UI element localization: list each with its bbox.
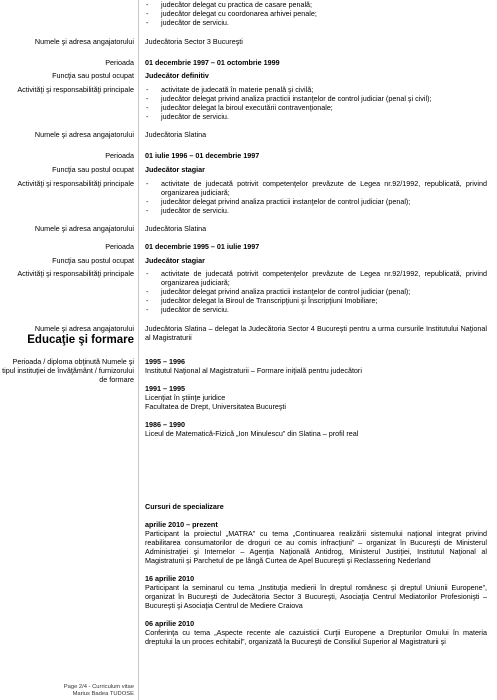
employer-value: Judecătoria Slatina	[145, 130, 207, 139]
list-item: - judecător delegat privind analiza practicii instanţelor de control judiciar (penal şi civil);	[146, 94, 432, 103]
list-item: - judecător de serviciu.	[146, 18, 229, 27]
footer-page: Page 2/4 - Curriculum vitae	[63, 684, 134, 690]
period-value: 01 decembrie 1997 – 01 octombrie 1999	[145, 58, 280, 67]
list-item: - judecător delegat la biroul executării contravenţionale;	[146, 103, 333, 112]
list-item: - judecător delegat cu coordonarea arhivei penale;	[146, 9, 317, 18]
position-value: Judecător definitiv	[145, 71, 209, 80]
list-item: - judecător delegat la Biroul de Transcripţiuni şi Înscripţiuni Imobiliare;	[146, 296, 378, 305]
employer-value: Judecătoria Slatina	[145, 224, 207, 233]
footer	[0, 684, 134, 698]
list-item: - judecător de serviciu.	[146, 112, 229, 121]
education-years: 1995 – 1996	[145, 357, 185, 366]
list-item: - judecător delegat cu practica de casare penală;	[146, 0, 313, 9]
course-date: 06 aprilie 2010	[145, 619, 195, 628]
education-years: 1986 – 1990	[145, 420, 185, 429]
list-item: - judecător de serviciu.	[146, 206, 229, 215]
list-item: - activitate de judecată potrivit competenţelor prevăzute de Legea nr.92/1992, republicată, privind organizarea judiciară;	[146, 269, 487, 287]
list-item: - activitate de judecată potrivit competenţelor prevăzute de Legea nr.92/1992, republicată, privind organizarea judiciară;	[146, 179, 487, 197]
education-label: Perioada / diploma obţinută Numele şi tipul instituţiei de învăţământ / furnizorului de formare	[2, 357, 134, 384]
footer-author: Marius Badea TUDOSE	[72, 691, 134, 697]
section-heading-education: Educaţie şi formare	[27, 334, 134, 346]
list-item: - judecător delegat privind analiza practicii instanţelor de control judiciar (penal);	[146, 197, 411, 206]
employer-value: Judecătoria Sector 3 Bucureşti	[145, 37, 243, 46]
list-item: - judecător delegat privind analiza practicii instanţelor de control judiciar (penal);	[146, 287, 411, 296]
education-years: 1991 – 1995	[145, 384, 185, 393]
position-value: Judecător stagiar	[145, 165, 205, 174]
course-date: 16 aprilie 2010	[145, 574, 195, 583]
employer-label: Numele şi adresa angajatorului	[34, 37, 134, 46]
course-date: aprilie 2010 – prezent	[145, 520, 218, 529]
employer-value: Judecătoria Slatina – delegat la Judecătoria Sector 4 Bucureşti pentru a urma cursurile Institutului Naţional al Magistraturii	[145, 324, 487, 342]
education-list: 1995 – 1996 Institutul Naţional al Magistraturii – Formare iniţială pentru judecători 1991 – 1995 Licenţiat în ştiinţe juridice Facultatea de Drept, Universitatea Bucureşti 1986 – 1990 Liceul de Matematică-Fizică „Ion Minulescu” din Slatina – profil real	[145, 357, 487, 438]
period-value: 01 decembrie 1995 – 01 iulie 1997	[145, 242, 260, 251]
column-divider	[138, 0, 139, 700]
course-text: Conferinţa cu tema „Aspecte recente ale cazuisticii Curţii Europene a Drepturilor Omului în materia dreptului la un proces echitabil”, organizată la Bucureşti de Consiliul Superior al Magistraturii şi	[145, 628, 487, 646]
list-item: - judecător de serviciu.	[146, 305, 229, 314]
position-value: Judecător stagiar	[145, 256, 205, 265]
list-item: - activitate de judecată în materie penală şi civilă;	[146, 85, 314, 94]
course-text: Participant la seminarul cu tema „Instituţia medierii în dreptul românesc şi dreptul Uniunii Europene”, organizat în Bucureşti de Judecătoria Sector 3 Bucureşti, Asociaţia Centrul Mediatorilor Profesionişti – Bucureşti şi Asociaţia Centrul de Mediere Craiova	[145, 583, 487, 610]
courses-heading: Cursuri de specializare	[145, 502, 224, 511]
course-text: Participant la proiectul „MATRA” cu tema „Continuarea realizării sistemului naţional integrat privind reabilitarea consumatorilor de droguri ce au comis infracţiuni” – organizat în Bucureşti de Ministerul Administraţiei şi Internelor – Agenţia Naţională Antidrog, Ministerul Justiţiei, Institutul Naţional al Magistraturii şi Parchetul de pe lângă Curtea de Apel Bucureşti şi Reclassering Nederland	[145, 529, 487, 565]
period-value: 01 iulie 1996 – 01 decembrie 1997	[145, 151, 260, 160]
